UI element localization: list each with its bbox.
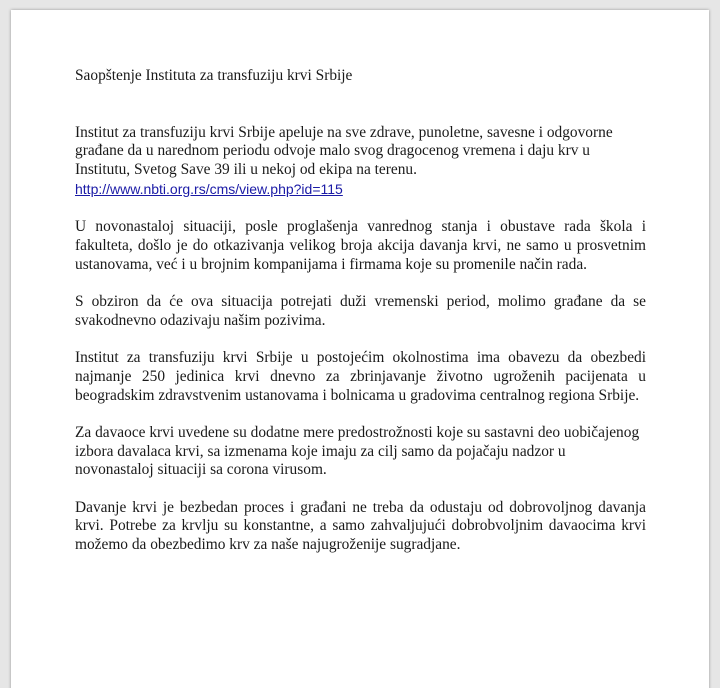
document-title: Saopštenje Instituta za transfuziju krvi Srbije [75,67,353,84]
paragraph-2: U novonastaloj situaciji, posle proglašenja vanrednog stanja i obustave rada škola i fakulteta, došlo je do otkazivanja velikog broja akcija davanja krvi, ne samo u prosvetnim ustanovama, već i u brojnim kompanijama i firmama koje su promenile način rada. [75,218,646,273]
paragraph-1-text: Institut za transfuziju krvi Srbije apeluje na sve zdrave, punoletne, savesne i odgovorne građane da u narednom periodu odvoje malo svog dragocenog vremena i daju krv u Institutu, Svetog Save 39 ili u nekoj od ekipa na terenu. [75,123,613,179]
document-content [75,67,646,573]
paragraph-4: Institut za transfuziju krvi Srbije u postojećim okolnostima ima obavezu da obezbedi najmanje 250 jedinica krvi dnevno za zbrinjavanje životno ugroženih pacijenata u beogradskim zdravstvenim ustanovama i bolnicama u gradovima centralnog regiona Srbije. [75,349,646,404]
paragraph-1 [75,124,646,200]
paragraph-6: Davanje krvi je bezbedan proces i građani ne treba da odustaju od dobrovoljnog davanja krvi. Potrebe za krvlju su konstantne, a samo zahvaljujući dobrobvoljnim davaocima krvi možemo da obezbedimo krv za naše najugroženije sugradjane. [75,498,646,554]
paragraph-5: Za davaoce krvi uvedene su dodatne mere predostrožnosti koje su sastavni deo uobičajenog izbora davalaca krvi, sa izmenama koje imaju za cilj samo da pojačaju nadzor u novonastaloj situaciji sa corona virusom. [75,423,640,479]
institute-link[interactable]: http://www.nbti.org.rs/cms/view.php?id=115 [75,180,343,197]
document-page[interactable] [11,10,709,688]
paragraph-3: S obziron da će ova situacija potrejati duži vremenski period, molimo građane da se svakodnevno odazivaju našim pozivima. [75,293,646,329]
